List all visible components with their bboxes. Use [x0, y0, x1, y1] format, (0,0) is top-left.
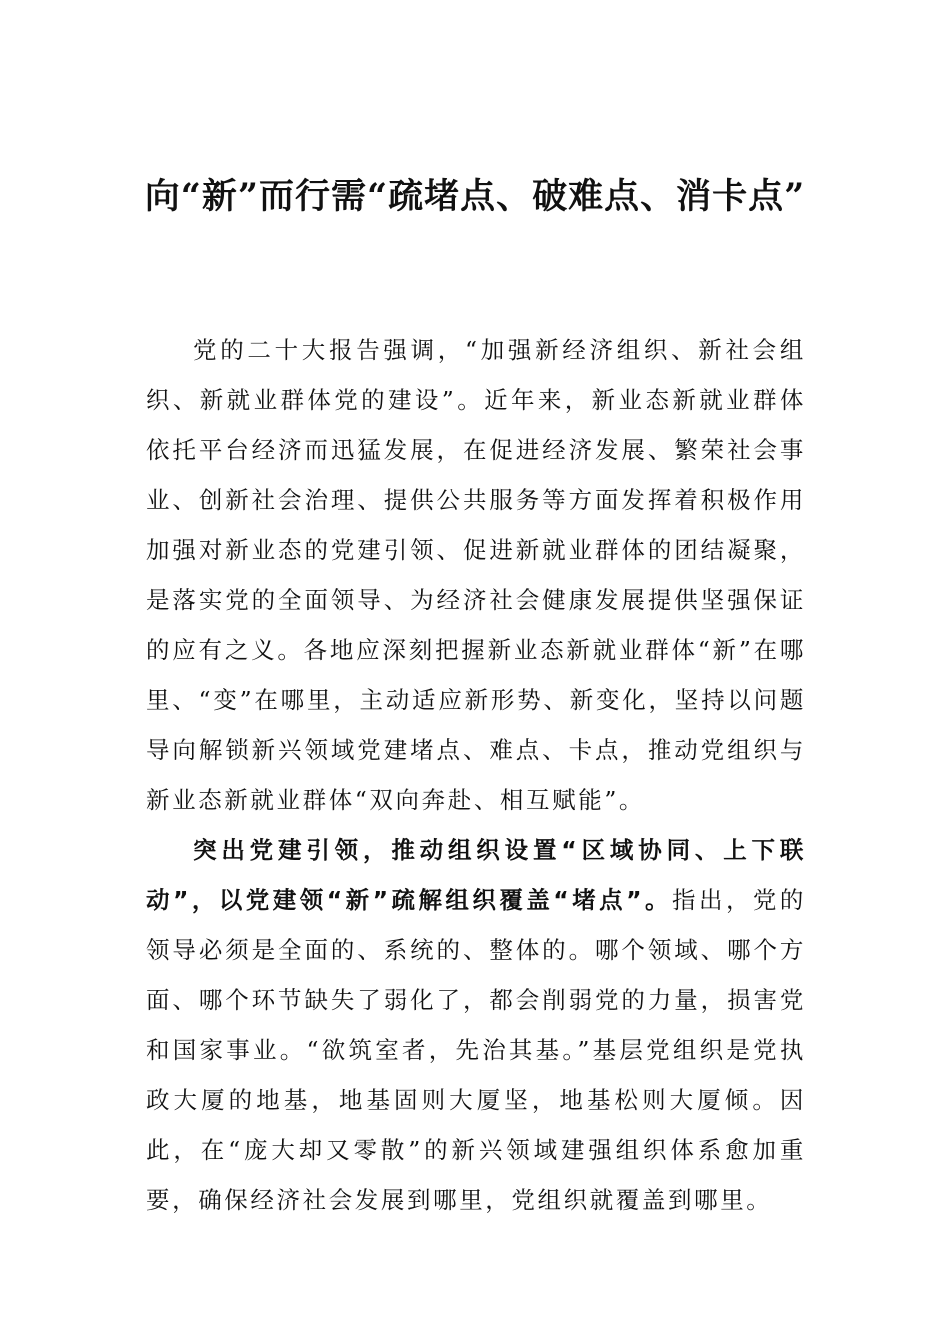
- paragraph-1: [146, 325, 806, 825]
- paragraph-2-text: 指出，党的领导必须是全面的、系统的、整体的。哪个领域、哪个方面、哪个环节缺失了弱化了，都会削弱党的力量，损害党和国家事业。“欲筑室者，先治其基。”基层党组织是党执政大厦的地基，地基固则大厦坚，地基松则大厦倾。因此，在“庞大却又零散”的新兴领域建强组织体系愈加重要，确保经济社会发展到哪里，党组织就覆盖到哪里。: [146, 886, 806, 1214]
- document-body: [146, 325, 806, 1225]
- document-title: 向“新”而行需“疏堵点、破难点、消卡点”: [144, 176, 806, 217]
- paragraph-2-lead: 突出党建引领，推动组织设置“区域协同、上下联动”，以党建领“新”疏解组织覆盖“堵点”。: [146, 836, 806, 914]
- paragraph-1-text: 党的二十大报告强调，“加强新经济组织、新社会组织、新就业群体党的建设”。近年来，新业态新就业群体依托平台经济而迅猛发展，在促进经济发展、繁荣社会事业、创新社会治理、提供公共服务等方面发挥着积极作用加强对新业态的党建引领、促进新就业群体的团结凝聚，是落实党的全面领导、为经济社会健康发展提供坚强保证的应有之义。各地应深刻把握新业态新就业群体“新”在哪里、“变”在哪里，主动适应新形势、新变化，坚持以问题导向解锁新兴领域党建堵点、难点、卡点，推动党组织与新业态新就业群体“双向奔赴、相互赋能”。: [146, 336, 806, 814]
- paragraph-2: [146, 825, 806, 1225]
